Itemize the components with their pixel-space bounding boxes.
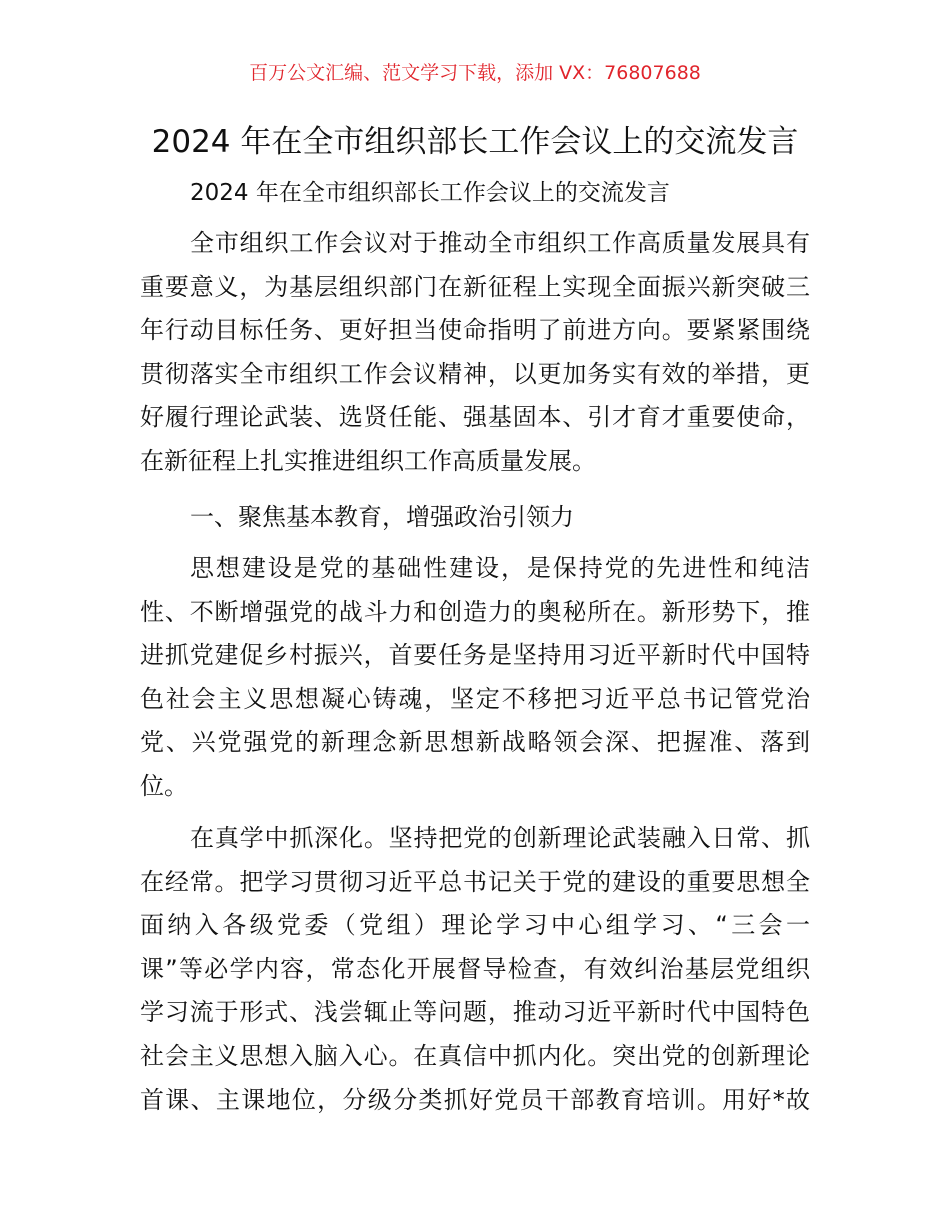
document-title: 2024 年在全市组织部长工作会议上的交流发言 xyxy=(151,124,799,160)
text-line: 色社会主义思想凝心铸魂，坚定不移把习近平总书记管党治 xyxy=(140,684,810,713)
text-line: 重要意义，为基层组织部门在新征程上实现全面振兴新突破三 xyxy=(140,272,810,301)
text-line: 贯彻落实全市组织工作会议精神，以更加务实有效的举措，更 xyxy=(140,359,810,388)
text-line: 在真学中抓深化。坚持把党的创新理论武装融入日常、抓 xyxy=(190,824,810,852)
text-line: 思想建设是党的基础性建设，是保持党的先进性和纯洁 xyxy=(190,554,810,582)
paragraph-intro xyxy=(140,222,810,484)
text-line: 社会主义思想入脑入心。在真信中抓内化。突出党的创新理论 xyxy=(140,1041,810,1070)
document-subtitle: 2024 年在全市组织部长工作会议上的交流发言 xyxy=(190,180,670,206)
text-line: 在经常。把学习贯彻习近平总书记关于党的建设的重要思想全 xyxy=(140,867,810,896)
text-line: 首课、主课地位，分级分类抓好党员干部教育培训。用好*故 xyxy=(140,1085,810,1114)
text-line: 进抓党建促乡村振兴，首要任务是坚持用习近平新时代中国特 xyxy=(140,641,810,670)
text-line: 在新征程上扎实推进组织工作高质量发展。 xyxy=(140,446,596,475)
text-line: 党、兴党强党的新理念新思想新战略领会深、把握准、落到 xyxy=(140,728,810,757)
watermark-banner: 百万公文汇编、范文学习下载，添加 VX：76807688 xyxy=(249,62,701,84)
paragraph-ideology xyxy=(140,547,810,809)
text-line: 性、不断增强党的战斗力和创造力的奥秘所在。新形势下，推 xyxy=(140,597,810,626)
paragraph-study xyxy=(140,817,810,1122)
text-line: 全市组织工作会议对于推动全市组织工作高质量发展具有 xyxy=(190,229,810,257)
section-heading: 一、聚焦基本教育，增强政治引领力 xyxy=(190,503,574,531)
text-line: 课”等必学内容，常态化开展督导检查，有效纠治基层党组织 xyxy=(140,954,810,983)
text-line: 位。 xyxy=(140,771,188,800)
text-line: 学习流于形式、浅尝辄止等问题，推动习近平新时代中国特色 xyxy=(140,998,810,1027)
text-line: 面纳入各级党委（党组）理论学习中心组学习、“三会一 xyxy=(140,911,810,940)
text-line: 年行动目标任务、更好担当使命指明了前进方向。要紧紧围绕 xyxy=(140,316,810,345)
text-line: 好履行理论武装、选贤任能、强基固本、引才育才重要使命， xyxy=(140,403,810,432)
